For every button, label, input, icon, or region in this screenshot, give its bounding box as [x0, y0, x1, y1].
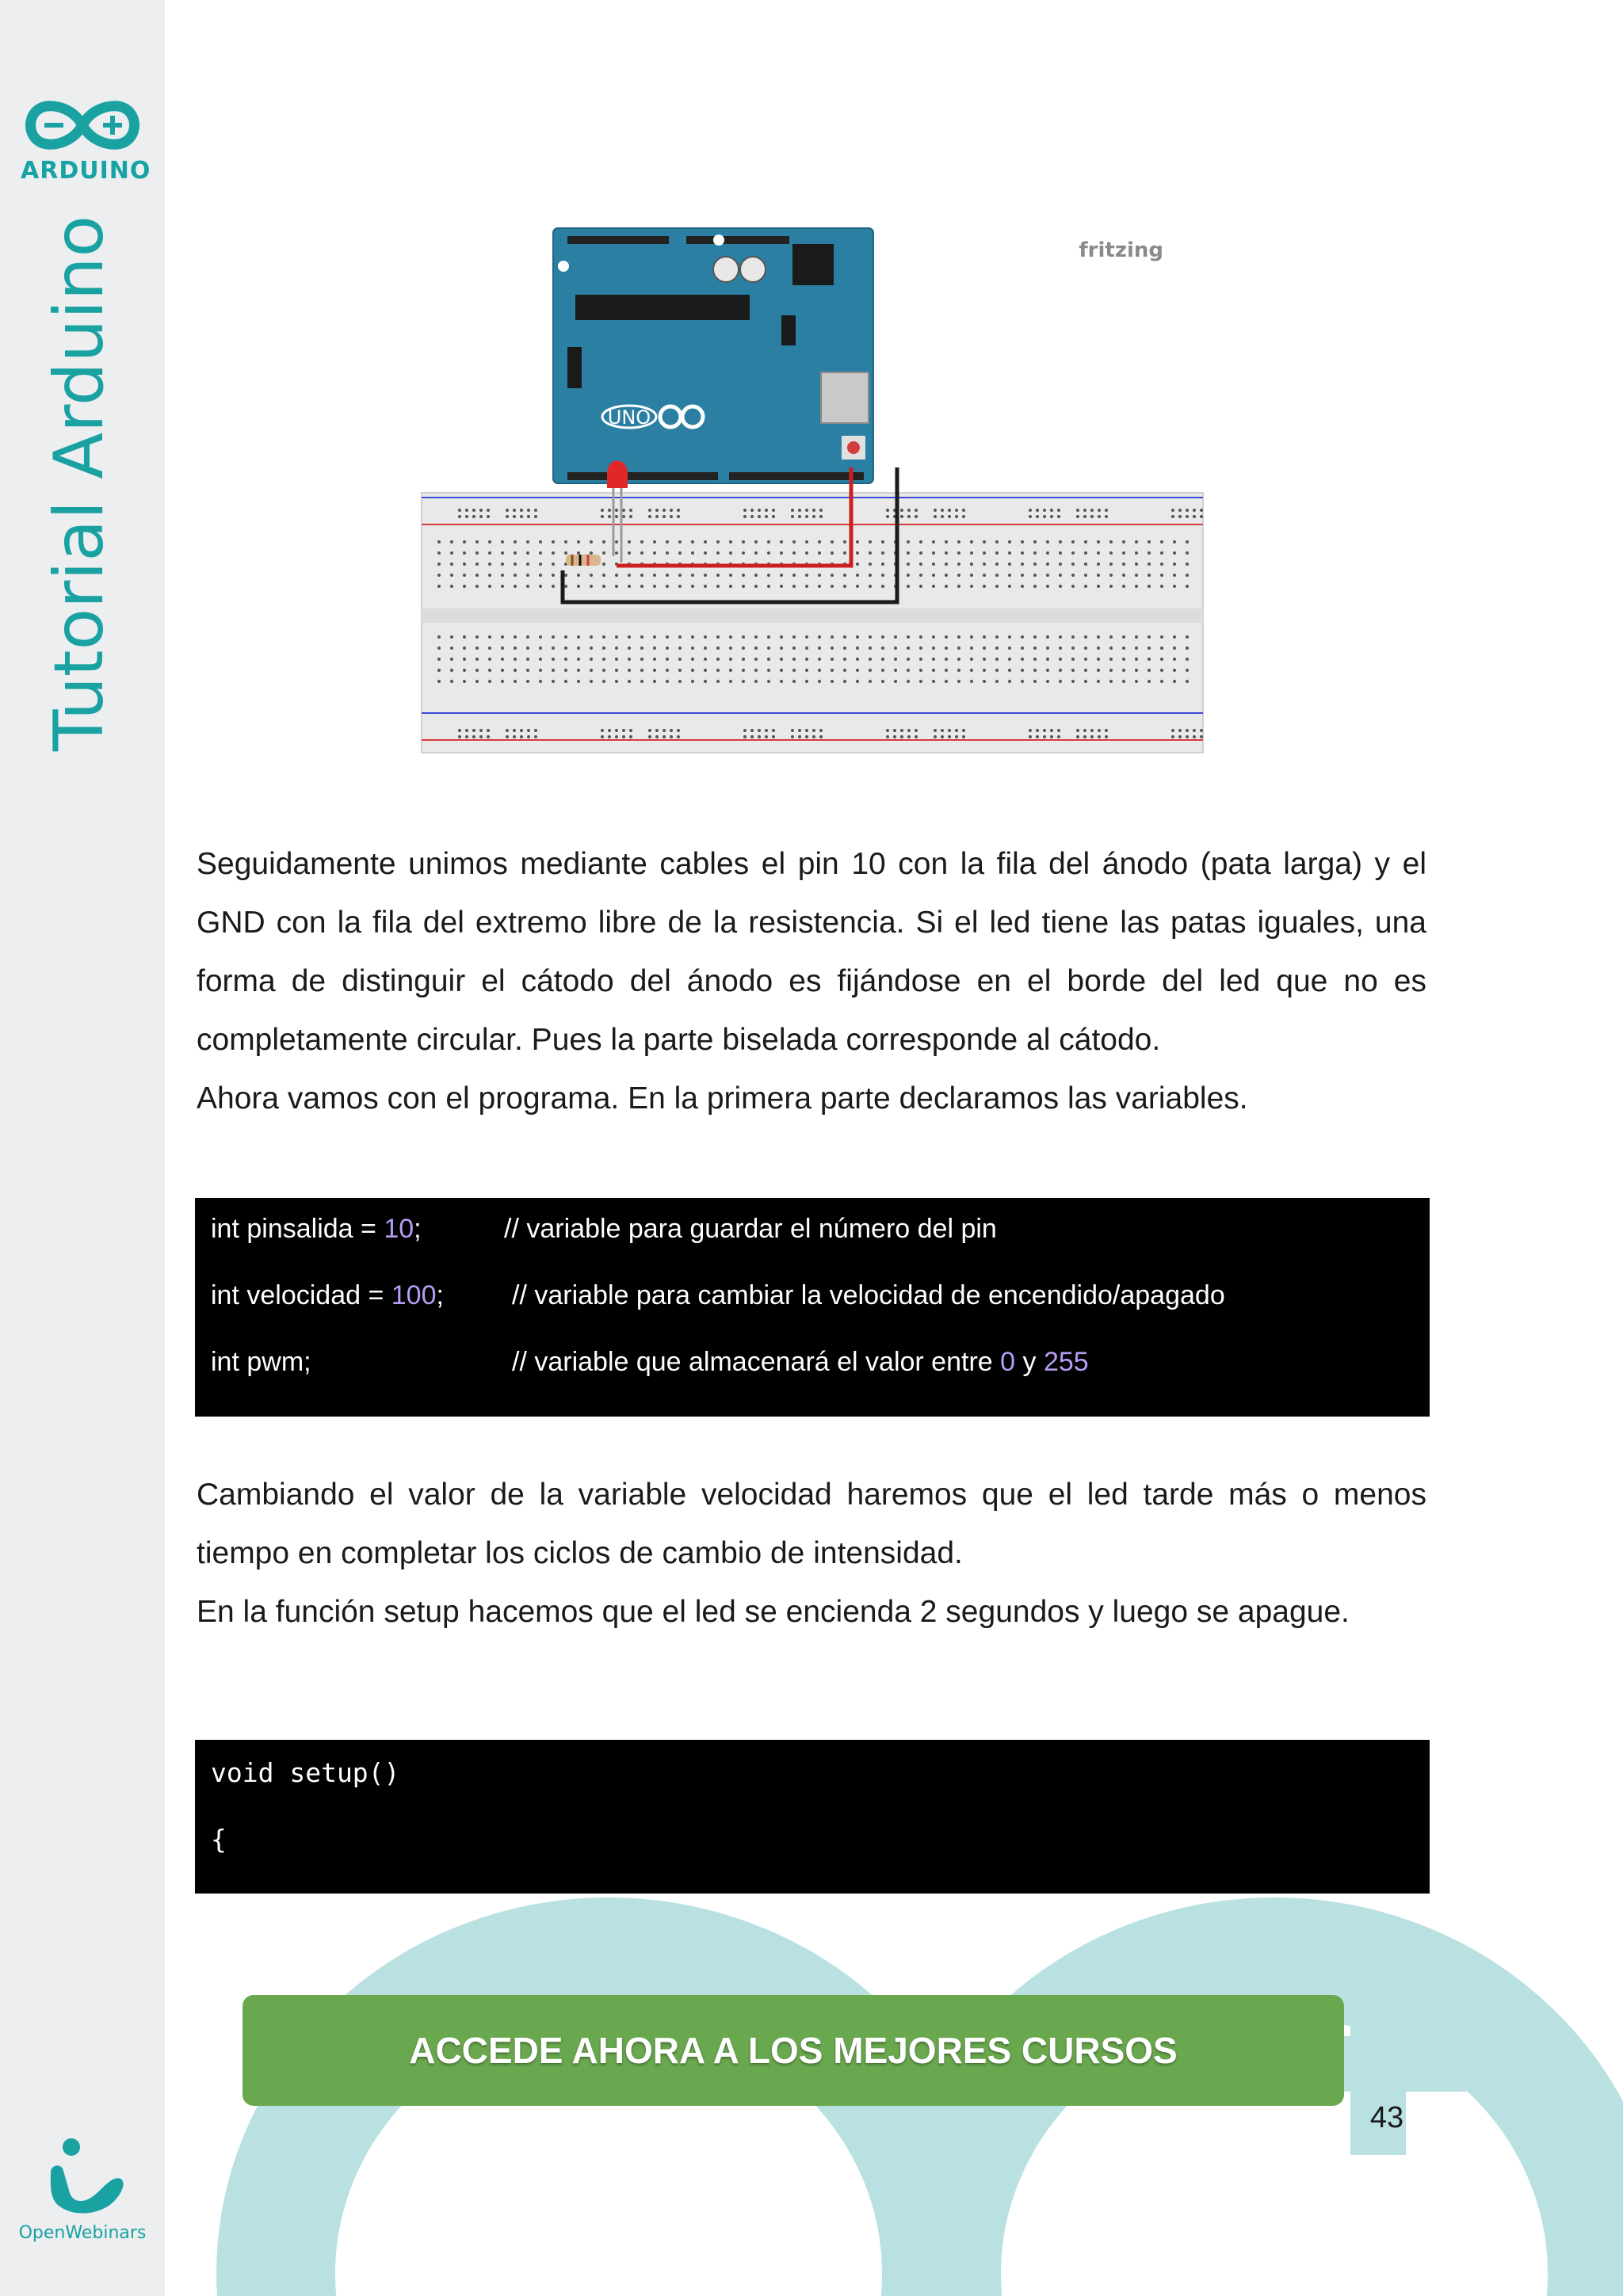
board-uno-label: UNO — [607, 406, 651, 429]
code-decl: int pinsalida = — [211, 1214, 384, 1244]
brand-name: ARDUINO — [21, 157, 151, 185]
code-terminator: ; — [414, 1214, 422, 1244]
code-decl: int pwm; — [211, 1347, 311, 1377]
sidebar — [0, 0, 165, 2296]
code-line — [211, 1214, 997, 1245]
openwebinars-logo-icon — [35, 2136, 130, 2215]
code-line — [211, 1280, 1225, 1311]
code-number: 10 — [384, 1214, 414, 1244]
code-line: void setup() — [211, 1757, 400, 1788]
fritzing-watermark: fritzing — [1079, 238, 1163, 262]
code-comment: // variable para cambiar la velocidad de encendido/apagado — [512, 1280, 1225, 1310]
code-terminator: ; — [436, 1280, 444, 1310]
code-decl: int velocidad = — [211, 1280, 391, 1310]
paragraph-setup: En la función setup hacemos que el led se encienda 2 segundos y luego se apague. — [197, 1595, 1350, 1629]
code-number: 100 — [391, 1280, 437, 1310]
code-block-variables — [195, 1198, 1430, 1417]
code-block-setup — [195, 1740, 1430, 1894]
paragraph-wiring: Seguidamente unimos mediante cables el pin 10 con la fila del ánodo (pata larga) y el GND con la fila del extremo libre de la resistencia. Si el led tiene las patas iguales, una forma de distinguir el cátodo del ánodo es fijándose en el borde del led que no es completamente circular. Pues la parte biselada corresponde al cátodo. — [197, 847, 1426, 1057]
page-number: 43 — [1369, 2101, 1404, 2134]
breadboard-diagram — [420, 222, 1206, 754]
publisher-name: OpenWebinars — [18, 2223, 147, 2243]
cta-button[interactable]: ACCEDE AHORA A LOS MEJORES CURSOS — [242, 1995, 1344, 2106]
paragraph-program-intro: Ahora vamos con el programa. En la primera parte declaramos las variables. — [197, 1081, 1248, 1116]
sidebar-title: Tutorial Arduino — [40, 215, 119, 752]
code-comment: // variable que almacenará el valor entre 0 y 255 — [512, 1347, 1089, 1377]
paragraph-speed: Cambiando el valor de la variable velocidad haremos que el led tarde más o menos tiempo en completar los ciclos de cambio de intensidad. — [197, 1478, 1426, 1570]
code-line — [211, 1347, 1089, 1378]
code-line: { — [211, 1824, 227, 1855]
code-comment: // variable para guardar el número del pin — [504, 1214, 997, 1244]
arduino-logo-icon — [17, 93, 147, 157]
